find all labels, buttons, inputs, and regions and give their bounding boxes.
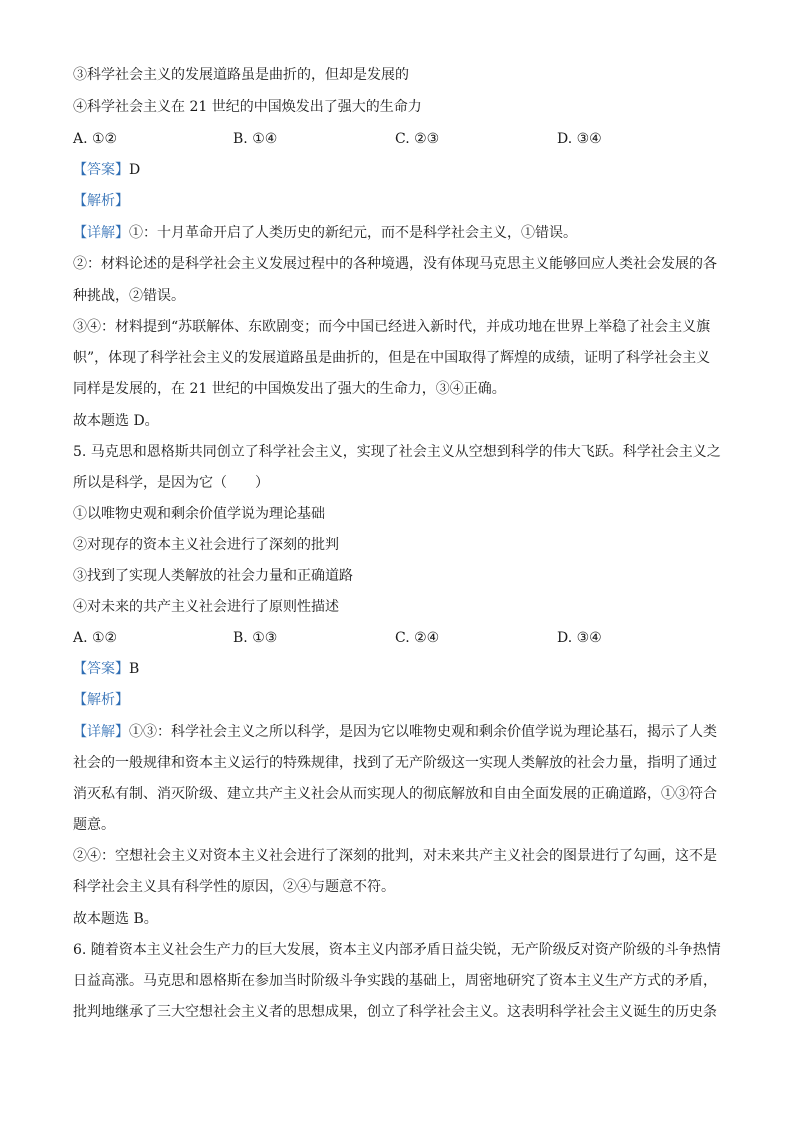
detail-tag: 【详解】	[73, 724, 129, 740]
q5-statement-2: ②对现存的资本主义社会进行了深刻的批判	[73, 537, 339, 553]
detail-text: ①③：科学社会主义之所以科学，是因为它以唯物史观和剩余价值学说为理论基石，揭示了人类	[129, 724, 717, 740]
q4-option-a: A. ①②	[73, 131, 118, 147]
q4-detail-line: 帜”，体现了科学社会主义的发展道路虽是曲折的，但是在中国取得了辉煌的成绩，证明了科学社会主义	[73, 350, 711, 366]
q5-answer	[73, 659, 139, 679]
q4-statement-3: ③科学社会主义的发展道路虽是曲折的，但却是发展的	[73, 67, 409, 83]
q4-option-b: B. ①④	[233, 131, 278, 147]
answer-value: D	[129, 162, 141, 178]
q5-detail-line: ②④：空想社会主义对资本主义社会进行了深刻的批判，对未来共产主义社会的图景进行了勾画，这不是	[73, 848, 717, 864]
detail-text: ①：十月革命开启了人类历史的新纪元，而不是科学社会主义，①错误。	[129, 225, 577, 241]
q4-option-c: C. ②③	[395, 131, 440, 147]
q6-stem-line: 批判地继承了三大空想社会主义者的思想成果，创立了科学社会主义。这表明科学社会主义诞生的历史条	[73, 1004, 717, 1020]
q4-detail-line: 种挑战，②错误。	[73, 288, 185, 304]
q6-stem-line: 6. 随着资本主义社会生产力的巨大发展，资本主义内部矛盾日益尖锐，无产阶级反对资产阶级的斗争热情	[73, 942, 721, 958]
q5-detail-line: 消灭私有制、消灭阶级、建立共产主义社会从而实现人的彻底解放和自由全面发展的正确道路，①③符合	[73, 786, 717, 802]
q5-detail-line	[73, 722, 717, 742]
q5-conclusion: 故本题选 B。	[73, 911, 158, 927]
q5-statement-4: ④对未来的共产主义社会进行了原则性描述	[73, 599, 339, 615]
q4-conclusion: 故本题选 D。	[73, 413, 159, 429]
analysis-tag: 【解析】	[73, 692, 129, 708]
q4-option-d: D. ③④	[557, 131, 602, 147]
q4-detail-line	[73, 223, 577, 243]
q5-option-c: C. ②④	[395, 630, 440, 646]
q5-detail-line: 社会的一般规律和资本主义运行的特殊规律，找到了无产阶级这一实现人类解放的社会力量，指明了通过	[73, 755, 717, 771]
q5-stem-line: 5. 马克思和恩格斯共同创立了科学社会主义，实现了社会主义从空想到科学的伟大飞跃。科学社会主义之	[73, 444, 721, 460]
q4-detail-line: ②：材料论述的是科学社会主义发展过程中的各种境遇，没有体现马克思主义能够回应人类社会发展的各	[73, 256, 717, 272]
answer-tag: 【答案】	[73, 661, 129, 677]
q5-option-d: D. ③④	[557, 630, 602, 646]
q4-detail-line: ③④：材料提到“苏联解体、东欧剧变；而今中国已经进入新时代，并成功地在世界上举稳了社会主义旗	[73, 319, 711, 335]
answer-value: B	[129, 661, 140, 677]
q4-answer	[73, 160, 140, 180]
q5-options	[0, 628, 794, 648]
q5-statement-3: ③找到了实现人类解放的社会力量和正确道路	[73, 568, 353, 584]
detail-tag: 【详解】	[73, 225, 129, 241]
q5-stem-line: 所以是科学，是因为它（ ）	[73, 475, 269, 491]
q4-statement-4: ④科学社会主义在 21 世纪的中国焕发出了强大的生命力	[73, 99, 422, 115]
q6-stem-line: 日益高涨。马克思和恩格斯在参加当时阶级斗争实践的基础上，周密地研究了资本主义生产方式的矛盾，	[73, 973, 717, 989]
q4-analysis-heading	[73, 191, 129, 211]
answer-tag: 【答案】	[73, 162, 129, 178]
q4-options	[0, 129, 794, 149]
analysis-tag: 【解析】	[73, 193, 129, 209]
q5-detail-line: 题意。	[73, 817, 115, 833]
q5-statement-1: ①以唯物史观和剩余价值学说为理论基础	[73, 506, 325, 522]
q4-detail-line: 同样是发展的，在 21 世纪的中国焕发出了强大的生命力，③④正确。	[73, 381, 506, 397]
q5-analysis-heading	[73, 690, 129, 710]
q5-option-a: A. ①②	[73, 630, 118, 646]
q5-option-b: B. ①③	[233, 630, 278, 646]
q5-detail-line: 科学社会主义具有科学性的原因，②④与题意不符。	[73, 879, 395, 895]
